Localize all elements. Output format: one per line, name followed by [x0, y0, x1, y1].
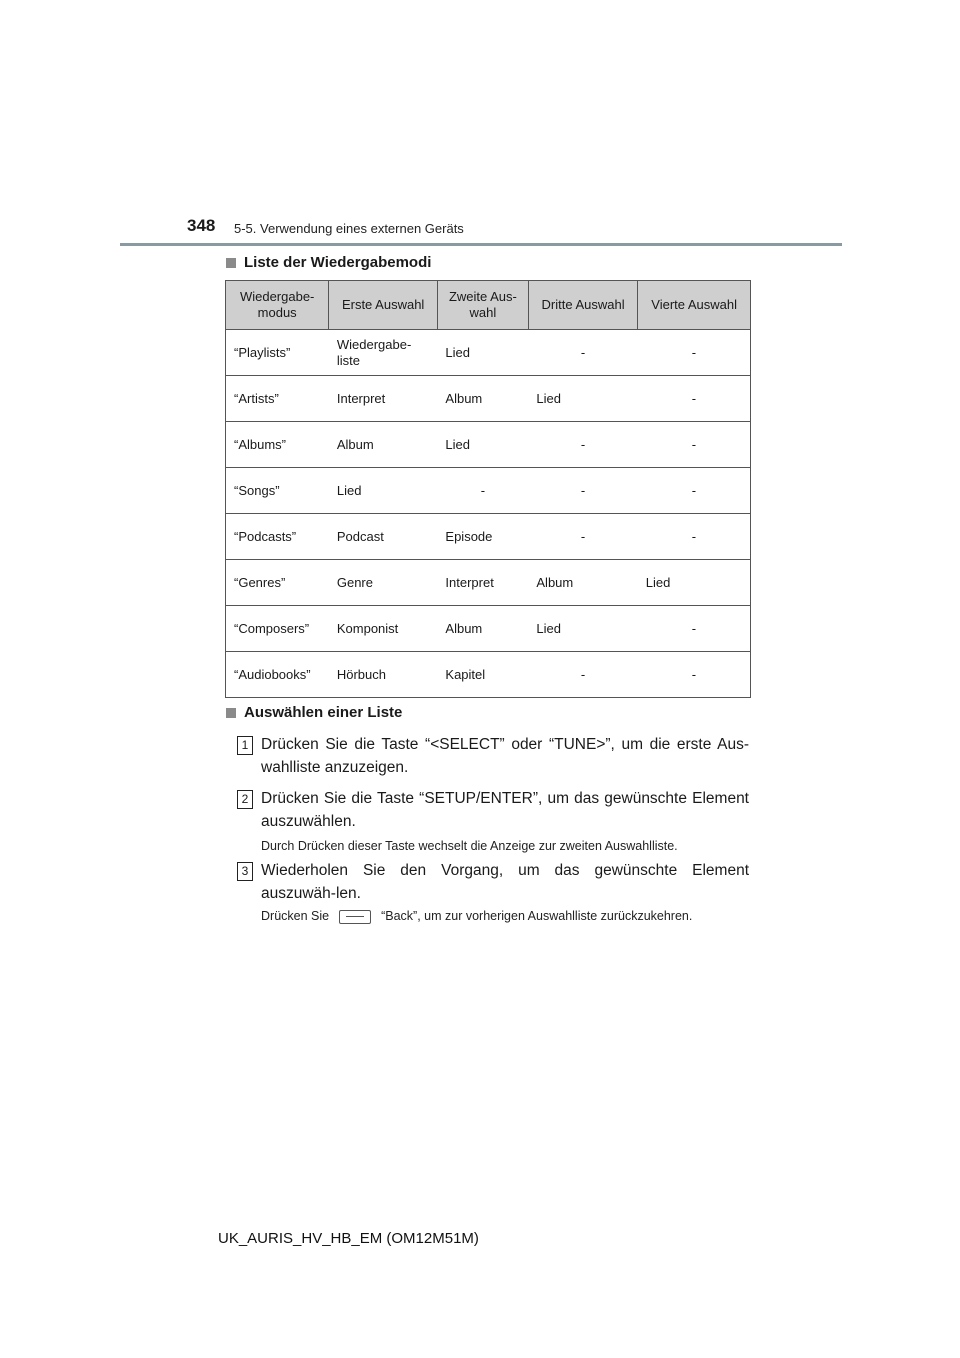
table-cell: Komponist — [329, 606, 438, 652]
step-2-text: Drücken Sie die Taste “SETUP/ENTER”, um das gewünschte Element auszuwählen. — [261, 790, 749, 830]
table-row — [226, 514, 751, 560]
table-cell: Interpret — [437, 560, 528, 606]
step-2 — [237, 787, 749, 833]
table-cell: Lied — [528, 376, 637, 422]
playback-modes-table — [225, 280, 751, 698]
table-row — [226, 560, 751, 606]
table-row — [226, 652, 751, 698]
footer-code: UK_AURIS_HV_HB_EM (OM12M51M) — [218, 1230, 479, 1247]
note-step-3-before: Drücken Sie — [261, 909, 330, 923]
table-row — [226, 376, 751, 422]
table-cell: “Playlists” — [226, 330, 329, 376]
table-cell: - — [528, 422, 637, 468]
header-rule — [120, 243, 842, 246]
square-bullet-icon — [226, 708, 236, 718]
table-header-row — [226, 281, 751, 330]
table-cell: Album — [437, 606, 528, 652]
step-1-text: Drücken Sie die Taste “<SELECT” oder “TUNE>”, um die erste Aus-wahlliste anzuzeigen. — [261, 736, 749, 776]
table-cell: Wiedergabe- liste — [329, 330, 438, 376]
table-cell: Genre — [329, 560, 438, 606]
table-cell: - — [528, 514, 637, 560]
table-cell: - — [528, 468, 637, 514]
column-header: Vierte Auswahl — [638, 281, 751, 330]
table-cell: Lied — [329, 468, 438, 514]
step-3 — [237, 859, 749, 905]
table-cell: - — [638, 376, 751, 422]
table-cell: Lied — [437, 422, 528, 468]
note-step-2: Durch Drücken dieser Taste wechselt die Anzeige zur zweiten Auswahlliste. — [261, 839, 678, 853]
back-button-icon — [339, 910, 371, 924]
table-cell: Album — [329, 422, 438, 468]
table-cell: - — [528, 652, 637, 698]
table-cell: - — [528, 330, 637, 376]
table-cell: “Composers” — [226, 606, 329, 652]
heading-select-list-text: Auswählen einer Liste — [244, 704, 403, 721]
table-cell: “Podcasts” — [226, 514, 329, 560]
table-row — [226, 422, 751, 468]
step-2-badge: 2 — [237, 790, 253, 809]
square-bullet-icon — [226, 258, 236, 268]
heading-mode-list — [226, 254, 431, 271]
column-header: Wiedergabe- modus — [226, 281, 329, 330]
table-cell: - — [638, 330, 751, 376]
table-cell: Interpret — [329, 376, 438, 422]
table-cell: - — [437, 468, 528, 514]
table-cell: “Albums” — [226, 422, 329, 468]
section-title: 5-5. Verwendung eines externen Geräts — [234, 221, 464, 236]
column-header: Erste Auswahl — [329, 281, 438, 330]
heading-select-list — [226, 704, 402, 721]
table-row — [226, 468, 751, 514]
table-row — [226, 330, 751, 376]
column-header: Dritte Auswahl — [528, 281, 637, 330]
step-1 — [237, 733, 749, 779]
table-cell: - — [638, 422, 751, 468]
table-cell: “Audiobooks” — [226, 652, 329, 698]
table-cell: Episode — [437, 514, 528, 560]
table-cell: - — [638, 606, 751, 652]
note-step-3 — [261, 909, 692, 924]
table-cell: “Songs” — [226, 468, 329, 514]
note-step-3-after: “Back”, um zur vorherigen Auswahlliste zurückzukehren. — [381, 909, 693, 923]
column-header: Zweite Aus- wahl — [437, 281, 528, 330]
step-3-text: Wiederholen Sie den Vorgang, um das gewünschte Element auszuwäh-len. — [261, 862, 749, 902]
table-cell: - — [638, 652, 751, 698]
heading-mode-list-text: Liste der Wiedergabemodi — [244, 254, 432, 271]
page-number: 348 — [187, 216, 216, 235]
step-1-badge: 1 — [237, 736, 253, 755]
table-cell: Lied — [638, 560, 751, 606]
step-3-badge: 3 — [237, 862, 253, 881]
table-cell: Kapitel — [437, 652, 528, 698]
table-cell: Podcast — [329, 514, 438, 560]
table-cell: Lied — [437, 330, 528, 376]
table-row — [226, 606, 751, 652]
table-cell: Hörbuch — [329, 652, 438, 698]
table-cell: Album — [437, 376, 528, 422]
table-cell: “Genres” — [226, 560, 329, 606]
table-cell: Lied — [528, 606, 637, 652]
table-cell: Album — [528, 560, 637, 606]
table-cell: “Artists” — [226, 376, 329, 422]
table-cell: - — [638, 514, 751, 560]
table-cell: - — [638, 468, 751, 514]
